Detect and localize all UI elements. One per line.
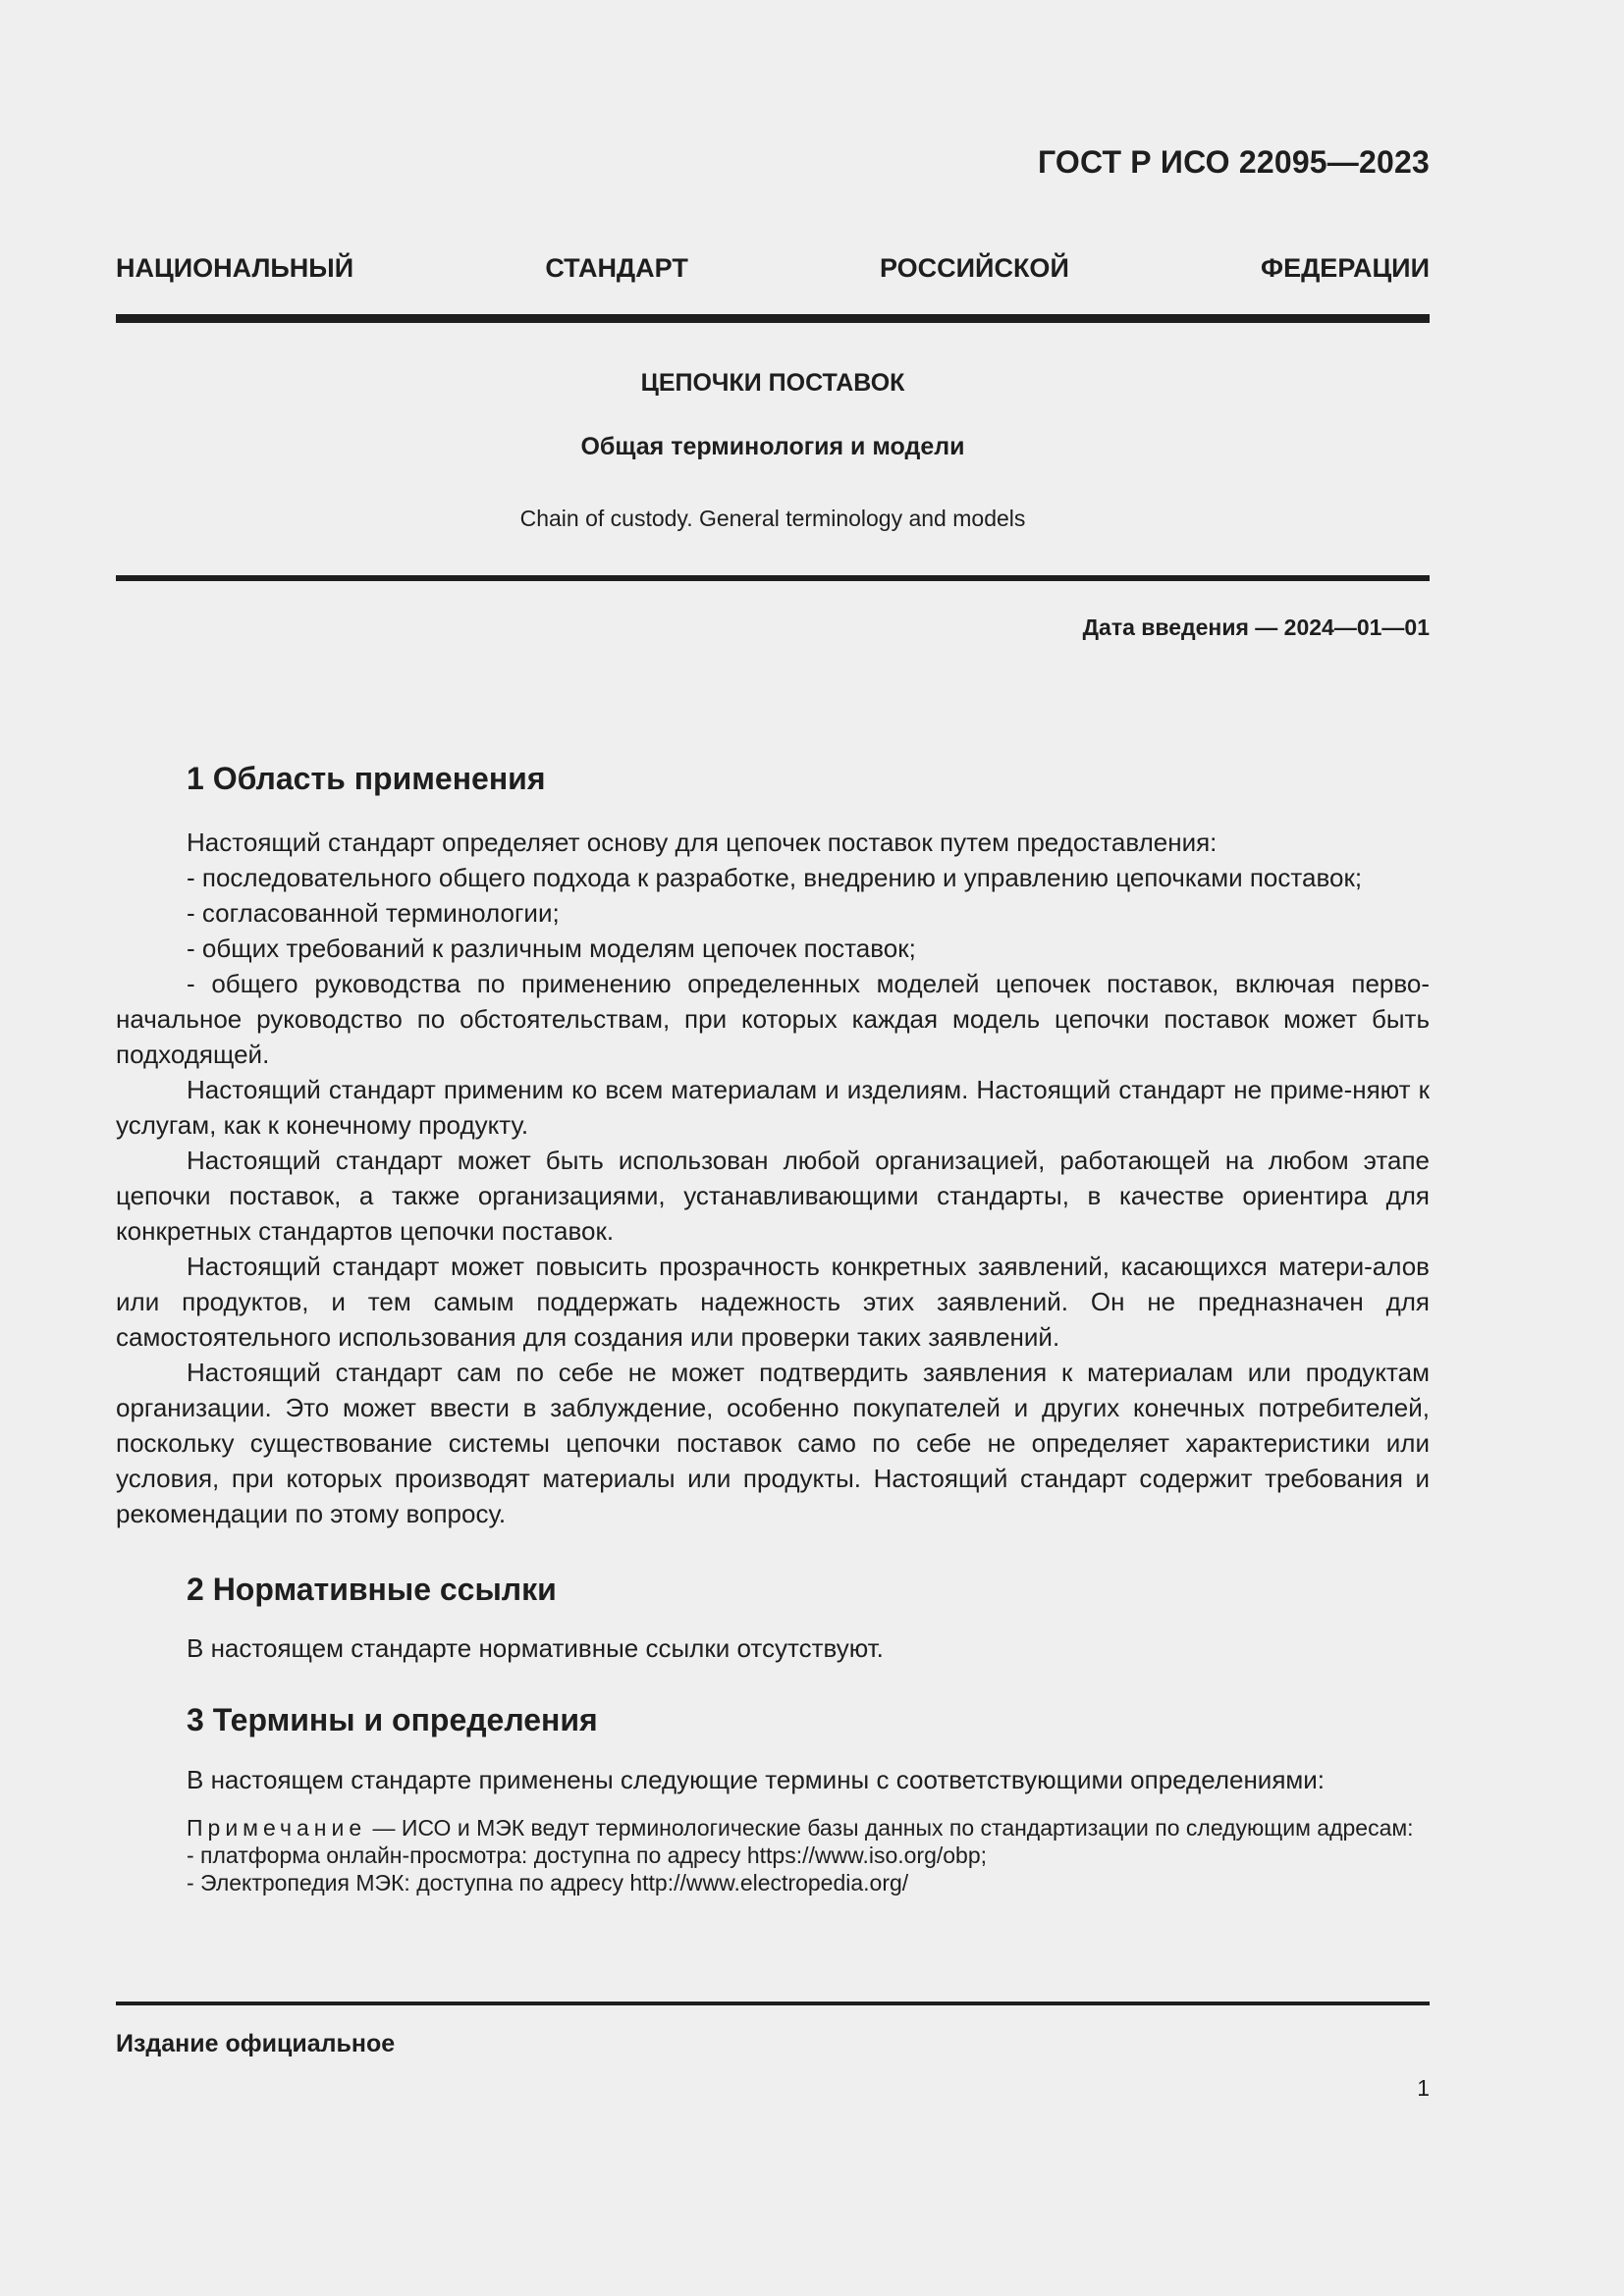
page-number: 1 [1417,2075,1430,2101]
section-body [116,1762,1430,1797]
section-heading: 2 Нормативные ссылки [187,1572,557,1607]
document-subtitle: Общая терминология и модели [580,433,965,460]
list-item: - согласованной терминологии; [187,898,560,928]
note-item: - Электропедия МЭК: доступна по адресу http://www.electropedia.org/ [187,1870,909,1896]
footer-divider [116,2002,1430,2005]
document-title: ЦЕПОЧКИ ПОСТАВОК [640,369,905,397]
list-item: - общего руководства по применению определенных моделей цепочек поставок, включая перво-начальное руководство по обстоятельствам, при которых каждая модель цепочки поставок может быть подходящей. [116,969,1430,1069]
edition-label: Издание официальное [116,2030,396,2057]
note-body: — ИСО и МЭК ведут терминологические базы данных по стандартизации по следующим адресам: [366,1815,1414,1841]
paragraph: Настоящий стандарт сам по себе не может подтвердить заявления к материалам или продуктам организации. Это может ввести в заблуждение, особенно покупателей и других конечных потребителей, поскольку существование системы цепочки поставок само по себе не определяет характеристики или условия, при которых производят материалы или продукты. Настоящий стандарт содержит требования и рекомендации по этому вопросу. [116,1358,1430,1528]
note-block [116,1814,1430,1896]
national-standard-caption: НАЦИОНАЛЬНЫЙ СТАНДАРТ РОССИЙСКОЙ ФЕДЕРАЦИИ [116,253,1430,283]
section-body [116,825,1430,1531]
note-item: - платформа онлайн-просмотра: доступна по адресу https://www.iso.org/obp; [187,1842,988,1868]
paragraph: Настоящий стандарт может повысить прозрачность конкретных заявлений, касающихся матери-алов или продуктов, и тем самым поддержать надежность этих заявлений. Он не предназначен для самостоятельного использования для создания или проверки таких заявлений. [116,1252,1430,1352]
paragraph: Настоящий стандарт определяет основу для цепочек поставок путем предоставления: [187,828,1218,857]
list-item: - общих требований к различным моделям цепочек поставок; [187,934,916,963]
section-heading: 3 Термины и определения [187,1702,598,1737]
english-title: Chain of custody. General terminology and models [519,506,1026,531]
introduction-date: Дата введения — 2024—01—01 [1082,614,1430,640]
paragraph: В настоящем стандарте применены следующие термины с соответствующими определениями: [187,1765,1326,1794]
section-heading: 1 Область применения [187,761,546,796]
note-label: Примечание [187,1815,367,1841]
list-item: - последовательного общего подхода к разработке, внедрению и управлению цепочками поставок; [187,863,1363,892]
paragraph: Настоящий стандарт применим ко всем материалам и изделиям. Настоящий стандарт не приме-няют к услугам, как к конечному продукту. [116,1075,1430,1140]
paragraph: Настоящий стандарт может быть использован любой организацией, работающей на любом этапе цепочки поставок, а также организациями, устанавливающими стандарты, в качестве ориентира для конкретных стандартов цепочки поставок. [116,1146,1430,1246]
top-divider [116,314,1430,323]
title-divider [116,575,1430,581]
document-code: ГОСТ Р ИСО 22095—2023 [1037,144,1430,180]
note-text [116,1814,1430,1842]
paragraph: В настоящем стандарте нормативные ссылки отсутствуют. [187,1633,884,1663]
section-body [116,1630,1430,1666]
